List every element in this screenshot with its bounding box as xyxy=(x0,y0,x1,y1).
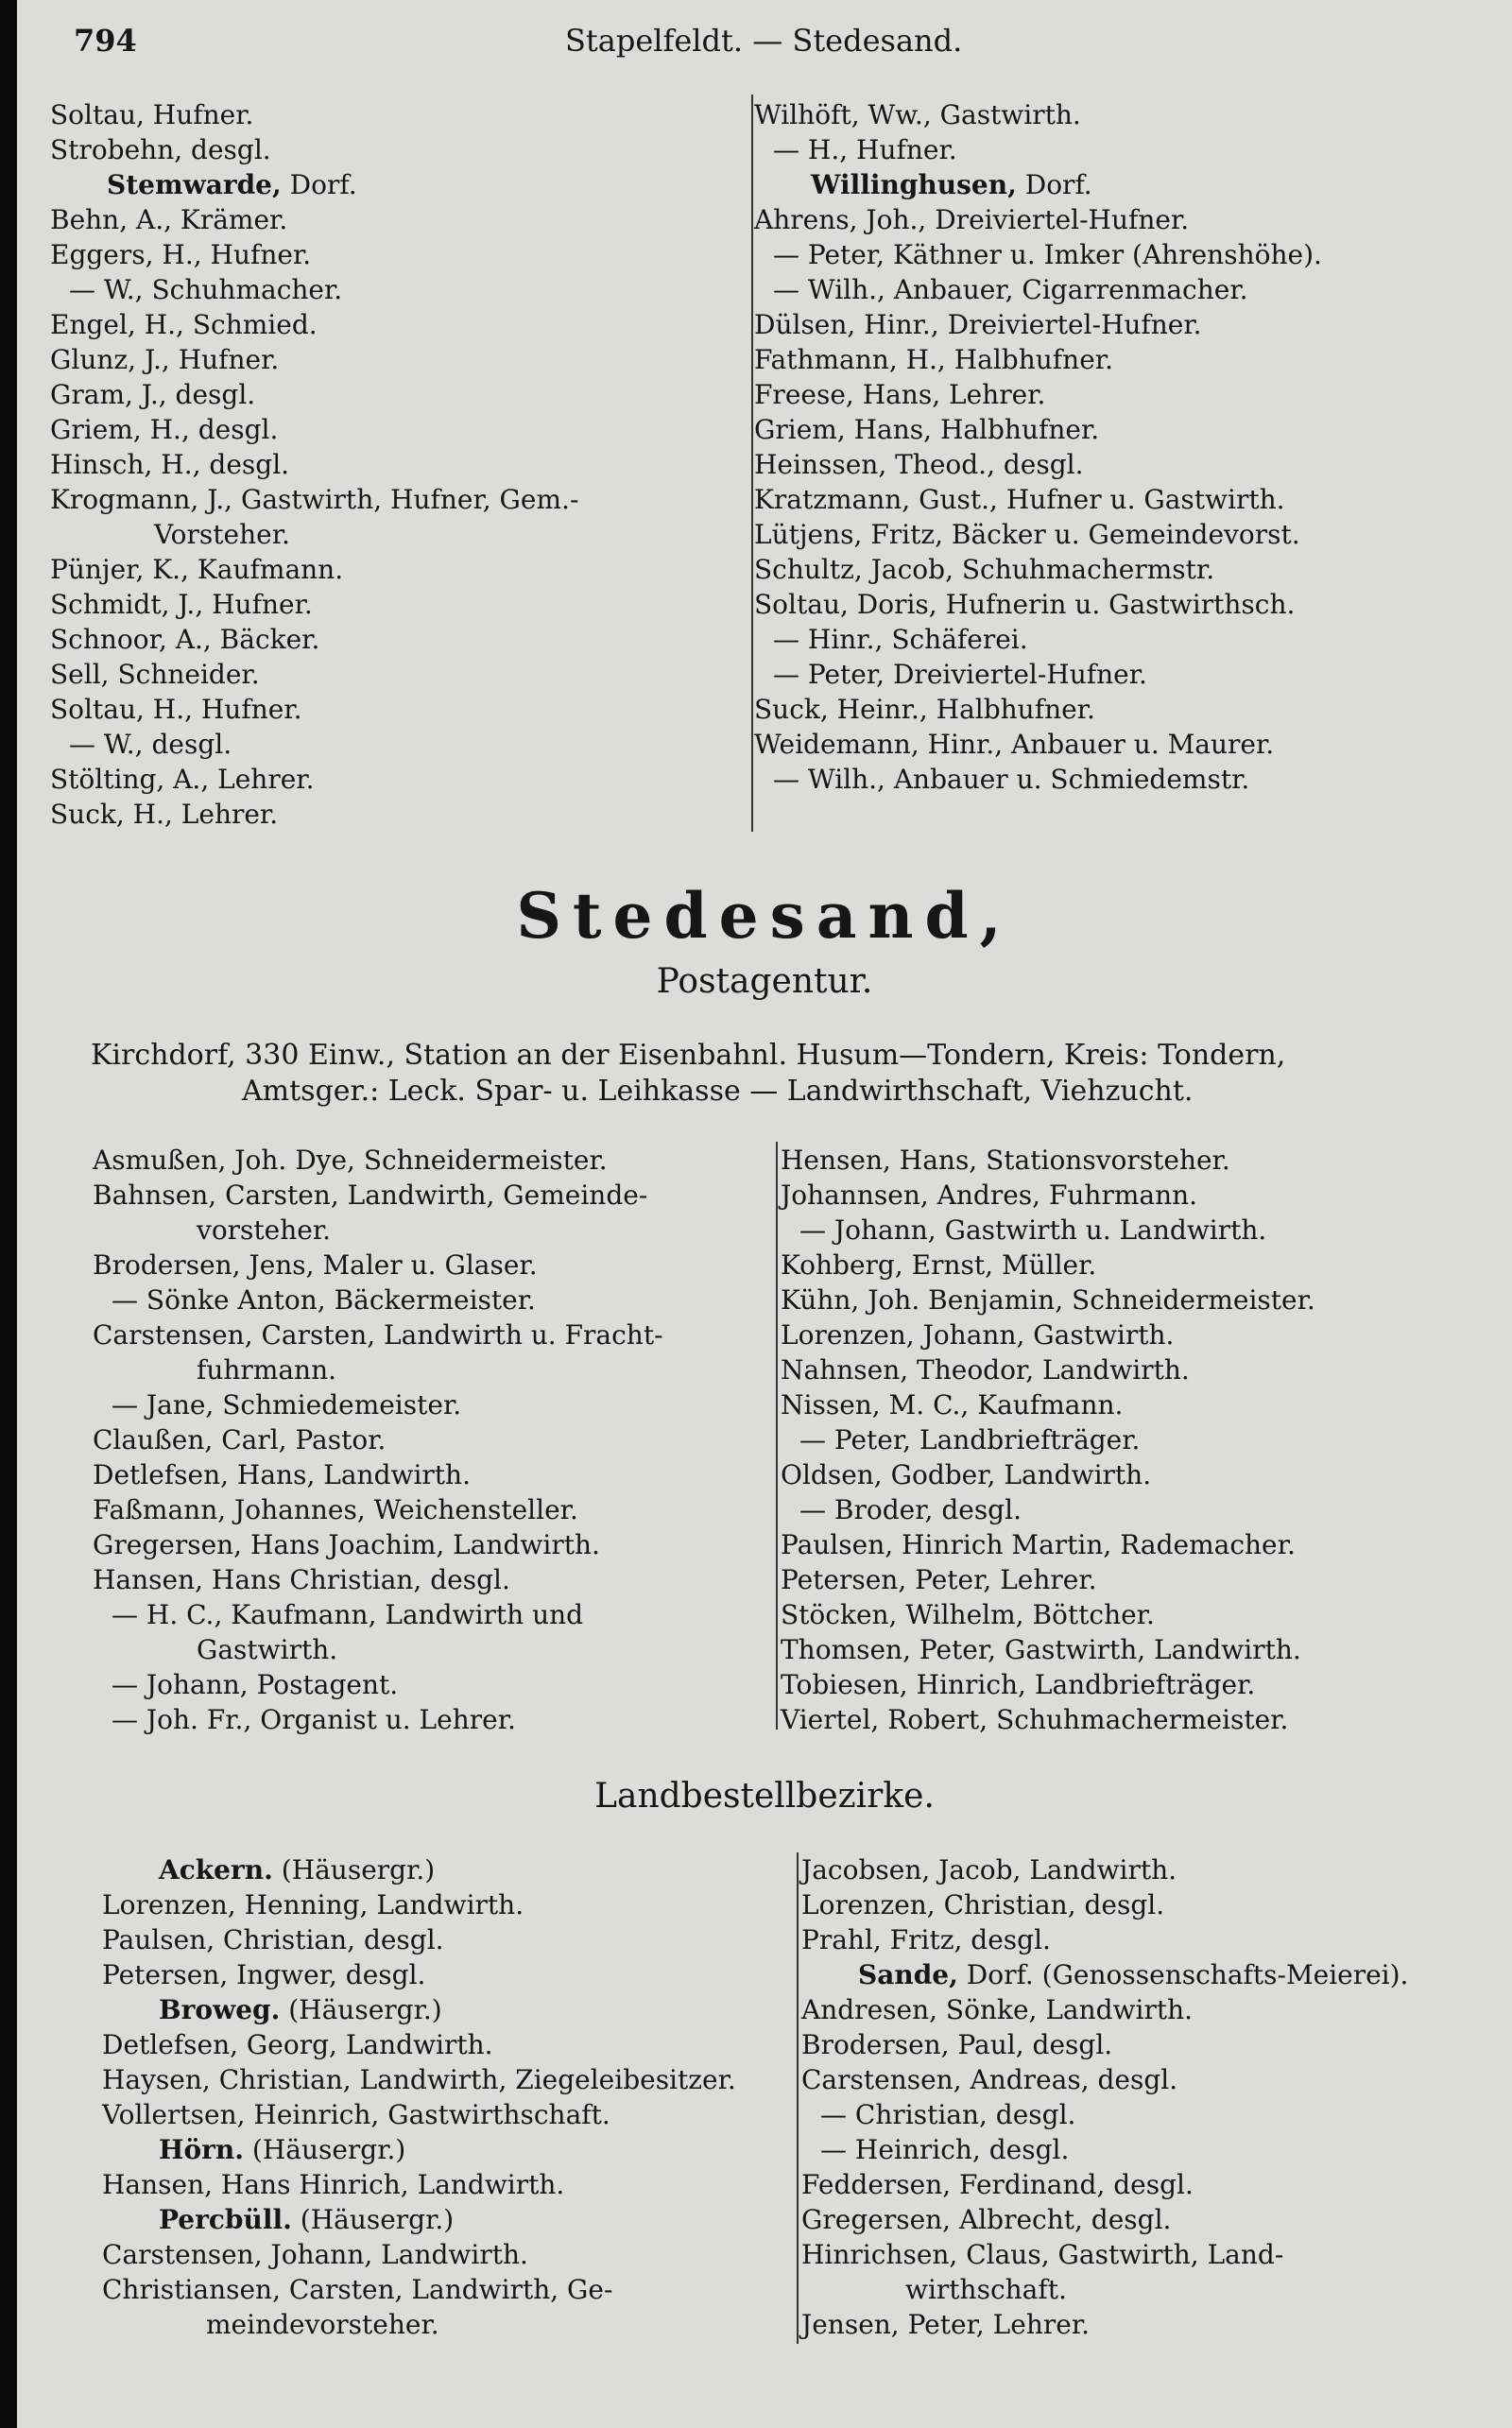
directory-entry: Suck, H., Lehrer. xyxy=(50,799,279,830)
directory-entry: Brodersen, Paul, desgl. xyxy=(801,2029,1113,2060)
directory-entry: Pünjer, K., Kaufmann. xyxy=(50,554,344,585)
directory-entry: — W., desgl. xyxy=(69,729,232,760)
directory-entry: Claußen, Carl, Pastor. xyxy=(93,1424,387,1455)
directory-entry: Fathmann, H., Halbhufner. xyxy=(754,344,1113,375)
directory-entry: Hansen, Hans Hinrich, Landwirth. xyxy=(102,2169,565,2200)
place-name: Hörn. xyxy=(159,2134,244,2165)
directory-entry: Petersen, Peter, Lehrer. xyxy=(781,1564,1097,1595)
directory-entry: — Peter, Dreiviertel-Hufner. xyxy=(773,659,1147,690)
directory-entry: Sell, Schneider. xyxy=(50,659,260,690)
directory-entry: Weidemann, Hinr., Anbauer u. Maurer. xyxy=(754,729,1275,760)
directory-entry: — Hinr., Schäferei. xyxy=(773,624,1028,655)
directory-entry: Christiansen, Carsten, Landwirth, Ge- xyxy=(102,2274,613,2305)
directory-entry: Lütjens, Fritz, Bäcker u. Gemeindevorst. xyxy=(754,519,1300,550)
directory-entry: Carstensen, Andreas, desgl. xyxy=(801,2064,1178,2095)
place-type: (Häusergr.) xyxy=(251,2134,406,2165)
directory-entry: Eggers, H., Hufner. xyxy=(50,239,312,270)
directory-entry: Haysen, Christian, Landwirth, Ziegeleibesitzer. xyxy=(102,2064,736,2095)
directory-entry: — W., Schuhmacher. xyxy=(69,274,343,305)
directory-entry: Gregersen, Hans Joachim, Landwirth. xyxy=(93,1529,600,1560)
directory-entry: Heinssen, Theod., desgl. xyxy=(754,449,1084,480)
entry-continuation: wirthschaft. xyxy=(905,2274,1067,2305)
description-line-2: Amtsger.: Leck. Spar- u. Leihkasse — Landwirthschaft, Viehzucht. xyxy=(242,1075,1194,1108)
directory-entry: Griem, H., desgl. xyxy=(50,414,279,445)
directory-entry: Carstensen, Carsten, Landwirth u. Fracht- xyxy=(93,1319,663,1351)
place-heading xyxy=(102,2132,792,2167)
directory-entry: Schnoor, A., Bäcker. xyxy=(50,624,320,655)
directory-entry: Freese, Hans, Lehrer. xyxy=(754,379,1046,410)
entries-column-mid-left xyxy=(93,1143,773,1737)
place-type: (Häusergr.) xyxy=(300,2204,455,2235)
entries-column-top-right xyxy=(754,97,1491,797)
column-divider xyxy=(751,95,753,832)
directory-entry: Tobiesen, Hinrich, Landbriefträger. xyxy=(781,1669,1256,1700)
directory-entry: Andresen, Sönke, Landwirth. xyxy=(801,1994,1194,2025)
directory-entry: Prahl, Fritz, desgl. xyxy=(801,1924,1051,1955)
directory-entry: Hinrichsen, Claus, Gastwirth, Land- xyxy=(801,2239,1284,2270)
place-name: Broweg. xyxy=(159,1994,281,2025)
place-type: (Häusergr.) xyxy=(288,1994,442,2025)
section-title: Stedesand, xyxy=(516,879,1013,953)
entry-continuation: Gastwirth. xyxy=(197,1634,338,1665)
directory-entry: Soltau, Doris, Hufnerin u. Gastwirthsch. xyxy=(754,589,1296,620)
directory-entry: Behn, A., Krämer. xyxy=(50,204,288,235)
directory-entry: Ahrens, Joh., Dreiviertel-Hufner. xyxy=(754,204,1190,235)
place-heading xyxy=(102,1992,792,2027)
directory-entry: Schultz, Jacob, Schuhmachermstr. xyxy=(754,554,1215,585)
column-divider xyxy=(776,1142,778,1730)
description-line-1: Kirchdorf, 330 Einw., Station an der Eisenbahnl. Husum—Tondern, Kreis: Tondern, xyxy=(91,1039,1286,1072)
place-name: Willinghusen, xyxy=(811,169,1017,200)
directory-entry: Detlefsen, Georg, Landwirth. xyxy=(102,2029,493,2060)
place-type: (Häusergr.) xyxy=(281,1854,436,1886)
directory-entry: Viertel, Robert, Schuhmachermeister. xyxy=(781,1704,1289,1735)
directory-entry: — Peter, Landbriefträger. xyxy=(799,1424,1141,1455)
place-heading xyxy=(754,167,1491,202)
directory-entry: Johannsen, Andres, Fuhrmann. xyxy=(781,1180,1198,1211)
directory-entry: Paulsen, Christian, desgl. xyxy=(102,1924,444,1955)
directory-entry: — Joh. Fr., Organist u. Lehrer. xyxy=(112,1704,516,1735)
place-name: Percbüll. xyxy=(159,2204,292,2235)
directory-entry: Kühn, Joh. Benjamin, Schneidermeister. xyxy=(781,1284,1315,1316)
entry-continuation: Vorsteher. xyxy=(154,519,290,550)
directory-entry: — Johann, Gastwirth u. Landwirth. xyxy=(799,1214,1267,1246)
directory-entry: Gram, J., desgl. xyxy=(50,379,256,410)
place-heading xyxy=(102,1852,792,1887)
directory-entry: — H., Hufner. xyxy=(773,134,957,165)
running-title: Stapelfeldt. — Stedesand. xyxy=(565,23,963,59)
directory-entry: Dülsen, Hinr., Dreiviertel-Hufner. xyxy=(754,309,1202,340)
directory-entry: Schmidt, J., Hufner. xyxy=(50,589,313,620)
entries-column-bottom-left xyxy=(102,1852,792,2342)
directory-entry: Lorenzen, Christian, desgl. xyxy=(801,1889,1165,1920)
directory-entry: Faßmann, Johannes, Weichensteller. xyxy=(93,1494,578,1525)
directory-entry: Glunz, J., Hufner. xyxy=(50,344,280,375)
directory-entry: Krogmann, J., Gastwirth, Hufner, Gem.- xyxy=(50,484,579,515)
place-name: Stemwarde, xyxy=(107,169,282,200)
directory-entry: — Wilh., Anbauer, Cigarrenmacher. xyxy=(773,274,1248,305)
directory-entry: Hansen, Hans Christian, desgl. xyxy=(93,1564,510,1595)
directory-entry: — Christian, desgl. xyxy=(820,2099,1076,2130)
directory-entry: Petersen, Ingwer, desgl. xyxy=(102,1959,426,1990)
directory-entry: Nissen, M. C., Kaufmann. xyxy=(781,1389,1124,1421)
place-type: Dorf. xyxy=(289,169,357,200)
entries-column-bottom-right xyxy=(801,1852,1491,2342)
directory-entry: Stölting, A., Lehrer. xyxy=(50,764,315,795)
directory-entry: — Wilh., Anbauer u. Schmiedemstr. xyxy=(773,764,1250,795)
directory-entry: Carstensen, Johann, Landwirth. xyxy=(102,2239,528,2270)
directory-entry: Wilhöft, Ww., Gastwirth. xyxy=(754,99,1081,130)
directory-entry: — Sönke Anton, Bäckermeister. xyxy=(112,1284,536,1316)
directory-entry: Jacobsen, Jacob, Landwirth. xyxy=(801,1854,1177,1886)
directory-entry: Lorenzen, Henning, Landwirth. xyxy=(102,1889,524,1920)
entry-continuation: vorsteher. xyxy=(197,1214,332,1246)
directory-entry: Suck, Heinr., Halbhufner. xyxy=(754,694,1095,725)
section-subtitle: Postagentur. xyxy=(656,962,873,1001)
place-name: Ackern. xyxy=(159,1854,273,1886)
directory-entry: Gregersen, Albrecht, desgl. xyxy=(801,2204,1172,2235)
directory-entry: Hensen, Hans, Stationsvorsteher. xyxy=(781,1145,1230,1176)
entries-column-top-left xyxy=(50,97,749,832)
directory-page xyxy=(17,0,1512,2428)
directory-entry: Jensen, Peter, Lehrer. xyxy=(801,2309,1091,2340)
place-heading xyxy=(102,2202,792,2237)
directory-entry: Soltau, Hufner. xyxy=(50,99,254,130)
entry-continuation: meindevorsteher. xyxy=(206,2309,439,2340)
directory-entry: Soltau, H., Hufner. xyxy=(50,694,302,725)
directory-entry: — Peter, Käthner u. Imker (Ahrenshöhe). xyxy=(773,239,1322,270)
place-name: Sande, xyxy=(858,1959,958,1990)
directory-entry: Oldsen, Godber, Landwirth. xyxy=(781,1459,1152,1490)
directory-entry: — Broder, desgl. xyxy=(799,1494,1022,1525)
directory-entry: Thomsen, Peter, Gastwirth, Landwirth. xyxy=(781,1634,1301,1665)
directory-entry: Stöcken, Wilhelm, Böttcher. xyxy=(781,1599,1155,1630)
directory-entry: Kohberg, Ernst, Müller. xyxy=(781,1249,1097,1281)
place-heading xyxy=(50,167,749,202)
directory-entry: — Jane, Schmiedemeister. xyxy=(112,1389,462,1421)
directory-entry: Feddersen, Ferdinand, desgl. xyxy=(801,2169,1194,2200)
page-header xyxy=(74,23,1484,70)
directory-entry: Lorenzen, Johann, Gastwirth. xyxy=(781,1319,1175,1351)
directory-entry: Paulsen, Hinrich Martin, Rademacher. xyxy=(781,1529,1296,1560)
directory-entry: Brodersen, Jens, Maler u. Glaser. xyxy=(93,1249,538,1281)
place-type: Dorf. (Genossenschafts-Meierei). xyxy=(966,1959,1409,1990)
directory-entry: Vollertsen, Heinrich, Gastwirthschaft. xyxy=(102,2099,610,2130)
entries-column-mid-right xyxy=(781,1143,1480,1737)
directory-entry: Griem, Hans, Halbhufner. xyxy=(754,414,1100,445)
landbestell-heading: Landbestellbezirke. xyxy=(594,1777,935,1816)
directory-entry: Nahnsen, Theodor, Landwirth. xyxy=(781,1354,1190,1386)
directory-entry: Detlefsen, Hans, Landwirth. xyxy=(93,1459,471,1490)
directory-entry: Engel, H., Schmied. xyxy=(50,309,318,340)
page-number: 794 xyxy=(74,23,137,59)
section-description xyxy=(91,1038,1452,1110)
directory-entry: Hinsch, H., desgl. xyxy=(50,449,290,480)
directory-entry: Asmußen, Joh. Dye, Schneidermeister. xyxy=(93,1145,608,1176)
directory-entry: — Heinrich, desgl. xyxy=(820,2134,1070,2165)
place-heading xyxy=(801,1957,1491,1992)
directory-entry: Strobehn, desgl. xyxy=(50,134,271,165)
directory-entry: — H. C., Kaufmann, Landwirth und xyxy=(112,1599,584,1630)
directory-entry: — Johann, Postagent. xyxy=(112,1669,399,1700)
entry-continuation: fuhrmann. xyxy=(197,1354,337,1386)
directory-entry: Bahnsen, Carsten, Landwirth, Gemeinde- xyxy=(93,1180,648,1211)
column-divider xyxy=(797,1852,799,2344)
place-type: Dorf. xyxy=(1024,169,1092,200)
directory-entry: Kratzmann, Gust., Hufner u. Gastwirth. xyxy=(754,484,1285,515)
